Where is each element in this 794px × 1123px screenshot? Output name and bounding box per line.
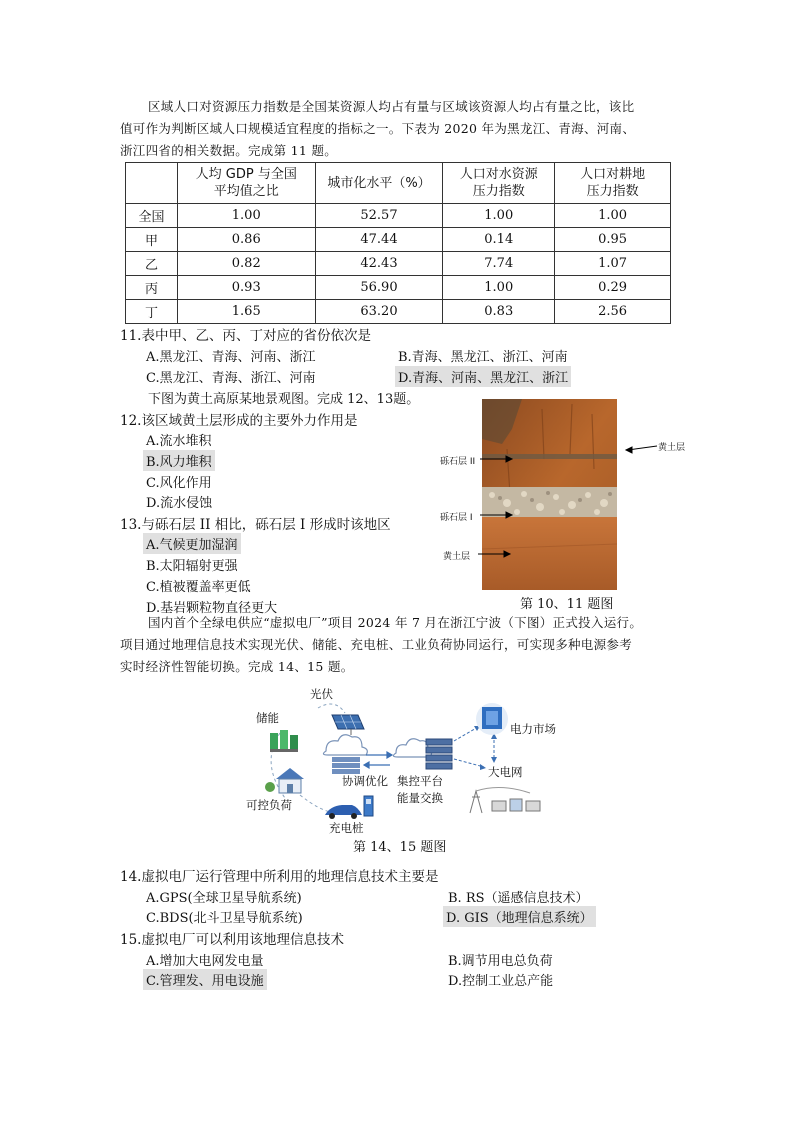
table-header-cell <box>126 163 178 204</box>
photo-label-arrows <box>470 440 670 560</box>
house-icon <box>265 768 304 793</box>
table-cell: 52.57 <box>315 204 443 228</box>
table-row-label: 丙 <box>126 276 178 300</box>
q14-option-c[interactable]: C.BDS(北斗卫星导航系统) <box>146 911 303 926</box>
q12-stem: 12.该区域黄土层形成的主要外力作用是 <box>120 413 358 429</box>
q11-option-b[interactable]: B.青海、黑龙江、浙江、河南 <box>398 350 568 365</box>
table-row <box>126 300 671 324</box>
label-storage: 储能 <box>256 711 279 725</box>
table-row <box>126 252 671 276</box>
q11-stem: 11.表中甲、乙、丙、丁对应的省份依次是 <box>120 328 371 344</box>
q14-option-d[interactable]: D. GIS（地理信息系统） <box>443 906 596 927</box>
power-grid-icon <box>470 787 540 813</box>
coordination-cloud-icon <box>323 735 367 774</box>
table-header-cell <box>443 163 555 204</box>
q12-option-b[interactable]: B.风力堆积 <box>143 450 215 471</box>
table-row-label: 全国 <box>126 204 178 228</box>
table-row <box>126 204 671 228</box>
q13-option-c[interactable]: C.植被覆盖率更低 <box>146 580 251 595</box>
table-header-cell: 城市化水平（%） <box>315 163 443 204</box>
table-row-label: 乙 <box>126 252 178 276</box>
q14-option-b[interactable]: B. RS（遥感信息技术） <box>448 891 589 906</box>
q12-option-c[interactable]: C.风化作用 <box>146 476 212 491</box>
solar-panel-icon <box>332 715 364 735</box>
table-header-cell <box>555 163 671 204</box>
battery-storage-icon <box>270 730 298 752</box>
q11-option-d[interactable]: D.青海、河南、黑龙江、浙江 <box>395 366 571 387</box>
label-platform: 集控平台 <box>397 774 443 788</box>
table-cell: 42.43 <box>315 252 443 276</box>
ev-charger-icon <box>325 796 373 819</box>
table-row <box>126 276 671 300</box>
header-gdp-2: 平均值之比 <box>213 184 279 199</box>
intro3-line-2: 项目通过地理信息技术实现光伏、储能、充电桩、工业负荷协同运行，可实现多种电源参考 <box>120 637 633 652</box>
table-cell: 1.65 <box>177 300 315 324</box>
q15-option-c[interactable]: C.管理发、用电设施 <box>143 969 267 990</box>
q13-option-b[interactable]: B.太阳辐射更强 <box>146 559 238 574</box>
q12-option-a[interactable]: A.流水堆积 <box>146 434 212 449</box>
q11-option-a[interactable]: A.黑龙江、青海、河南、浙江 <box>146 350 316 365</box>
intro-line-1: 区域人口对资源压力指数是全国某资源人均占有量与区域该资源人均占有量之比，该比 <box>148 99 635 114</box>
label-load: 可控负荷 <box>246 798 292 812</box>
table-cell: 0.86 <box>177 228 315 252</box>
header-water-1: 人口对水资源 <box>459 167 538 182</box>
q14-option-a[interactable]: A.GPS(全球卫星导航系统) <box>146 891 302 906</box>
intro3-line-1: 国内首个全绿电供应“虚拟电厂”项目 2024 年 7 月在浙江宁波（下图）正式投入运行。 <box>148 615 643 630</box>
table-cell: 63.20 <box>315 300 443 324</box>
label-grid: 大电网 <box>488 765 523 779</box>
header-gdp-1: 人均 GDP 与全国 <box>195 167 297 182</box>
q13-option-a[interactable]: A.气候更加湿润 <box>143 533 241 554</box>
label-loess-top: 黄土层 <box>658 443 686 453</box>
table-cell: 56.90 <box>315 276 443 300</box>
photo-caption: 第 10、11 题图 <box>520 597 614 612</box>
table-cell: 1.00 <box>443 204 555 228</box>
table-header-cell <box>177 163 315 204</box>
q11-option-c[interactable]: C.黑龙江、青海、浙江、河南 <box>146 371 316 386</box>
table-cell: 0.83 <box>443 300 555 324</box>
table-row-label: 甲 <box>126 228 178 252</box>
table-row <box>126 228 671 252</box>
label-gravel-1: 砾石层 I <box>440 513 473 523</box>
table-row-label: 丁 <box>126 300 178 324</box>
table-cell: 47.44 <box>315 228 443 252</box>
table-body <box>126 204 671 324</box>
q13-stem: 13.与砾石层 II 相比，砾石层 I 形成时该地区 <box>120 517 391 533</box>
label-energy-exchange: 能量交换 <box>397 791 443 805</box>
q15-option-d[interactable]: D.控制工业总产能 <box>448 974 554 989</box>
intro-line-3: 浙江四省的相关数据。完成第 11 题。 <box>120 143 338 158</box>
table-cell: 0.29 <box>555 276 671 300</box>
diagram-caption: 第 14、15 题图 <box>353 840 447 855</box>
platform-server-icon <box>393 739 452 769</box>
data-table <box>125 162 671 324</box>
label-coordination: 协调优化 <box>342 774 388 788</box>
table-cell: 0.82 <box>177 252 315 276</box>
label-solar: 光伏 <box>310 687 333 701</box>
q13-option-d[interactable]: D.基岩颗粒物直径更大 <box>146 601 278 616</box>
q14-stem: 14.虚拟电厂运行管理中所利用的地理信息技术主要是 <box>120 869 439 885</box>
table-cell: 1.00 <box>443 276 555 300</box>
intro3-line-3: 实时经济性智能切换。完成 14、15 题。 <box>120 659 354 674</box>
label-charger: 充电桩 <box>329 821 364 835</box>
label-loess-bottom: 黄土层 <box>443 552 471 562</box>
label-market: 电力市场 <box>510 722 556 736</box>
q12-option-d[interactable]: D.流水侵蚀 <box>146 496 213 511</box>
table-cell: 1.00 <box>177 204 315 228</box>
power-market-icon <box>476 703 508 735</box>
q15-stem: 15.虚拟电厂可以利用该地理信息技术 <box>120 932 344 948</box>
q15-option-a[interactable]: A.增加大电网发电量 <box>146 954 264 969</box>
header-land-2: 压力指数 <box>586 184 639 199</box>
table-cell: 1.07 <box>555 252 671 276</box>
table-cell: 0.14 <box>443 228 555 252</box>
table-cell: 1.00 <box>555 204 671 228</box>
table-cell: 0.93 <box>177 276 315 300</box>
intro-2: 下图为黄土高原某地景观图。完成 12、13题。 <box>148 392 420 407</box>
table-cell: 7.74 <box>443 252 555 276</box>
label-gravel-2: 砾石层 II <box>440 457 476 467</box>
header-water-2: 压力指数 <box>472 184 525 199</box>
q15-option-b[interactable]: B.调节用电总负荷 <box>448 954 553 969</box>
table-header-row <box>126 163 671 204</box>
table-cell: 2.56 <box>555 300 671 324</box>
header-land-1: 人口对耕地 <box>580 167 646 182</box>
intro-line-2: 值可作为判断区域人口规模适宜程度的指标之一。下表为 2020 年为黑龙江、青海、河南、 <box>120 121 636 136</box>
table-cell: 0.95 <box>555 228 671 252</box>
